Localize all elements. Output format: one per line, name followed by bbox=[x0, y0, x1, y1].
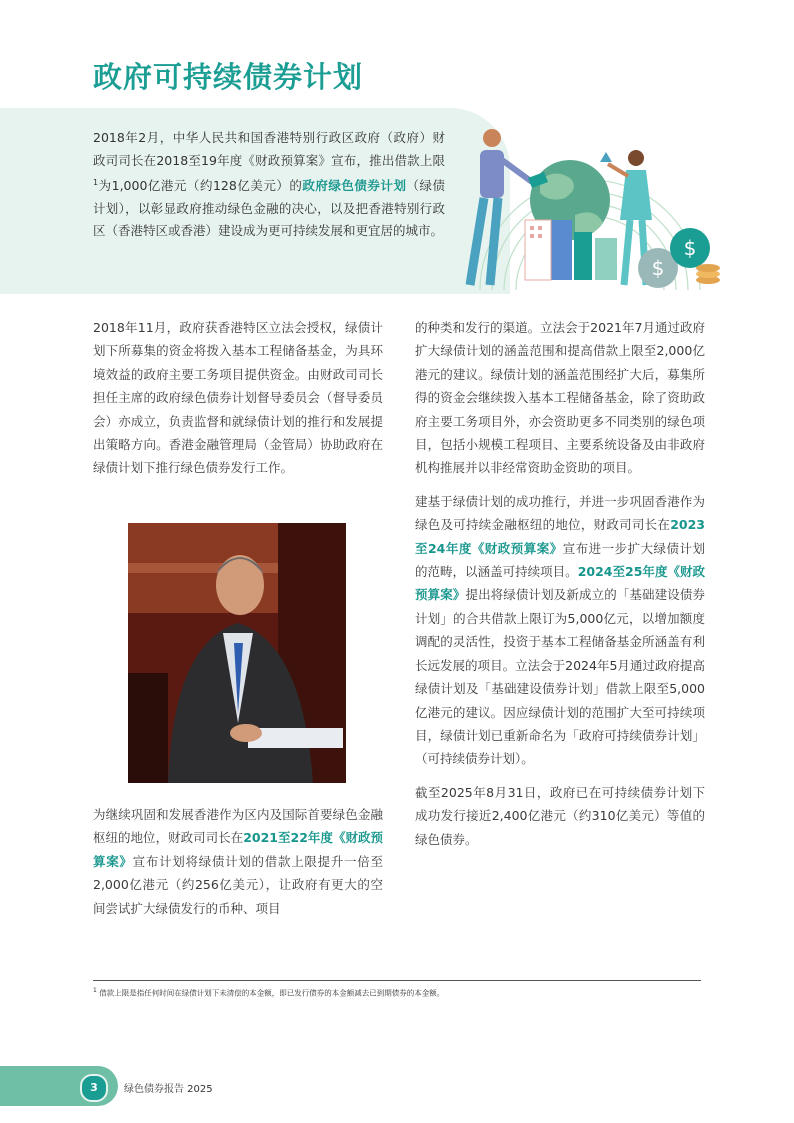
intro-paragraph: 2018年2月，中华人民共和国香港特别行政区政府（政府）财政司司长在2018至19年度《财政预算案》宣布，推出借款上限$^1$为1,000亿港元（约128亿美元）的政府绿色债券计划（绿债计划），以彰显政府推动绿色金融的决心，以及把香港特别行政区（香港特区或香港）建设成为更可持续发展和更宜居的城市。 bbox=[93, 130, 445, 239]
page-number: 3 bbox=[80, 1074, 108, 1102]
financial-secretary-photo bbox=[128, 523, 346, 783]
highlight-budget-2021: 2021至22年度《财政预算案》 bbox=[93, 830, 383, 869]
footnote-marker: 1 bbox=[93, 178, 99, 187]
right-paragraph-3: 截至2025年8月31日，政府已在可持续债券计划下成功发行接近2,400亿港元（约310亿美元）等值的绿色债券。 bbox=[415, 784, 705, 847]
highlight-green-bond: 政府绿色债券计划 bbox=[302, 178, 407, 194]
left-column-paragraph-2: 为继续巩固和发展香港作为区内及国际首要绿色金融枢纽的地位，财政司司长在2021至22年度《财政预算案》宣布计划将绿债计划的借款上限提升一倍至2,000亿港元（约256亿美元），让政府有更大的空间尝试扩大绿债发行的币种、项目 bbox=[93, 807, 383, 916]
page-title: 政府可持续债券计划 bbox=[93, 60, 364, 94]
green-finance-illustration bbox=[440, 120, 730, 298]
highlight-budget-2023: 2023至24年度《财政预算案》 bbox=[415, 517, 705, 556]
footnote-divider bbox=[93, 980, 701, 981]
footer-title: 绿色债券报告 2025 bbox=[124, 1084, 213, 1095]
svg-text:$: $ bbox=[683, 236, 697, 260]
person-left-icon bbox=[470, 129, 532, 285]
right-column bbox=[415, 316, 705, 851]
svg-text:$: $ bbox=[651, 256, 665, 280]
money-bag-icon bbox=[638, 228, 720, 288]
right-paragraph-2: 建基于绿债计划的成功推行，并进一步巩固香港作为绿色及可持续金融枢纽的地位，财政司司长在2023至24年度《财政预算案》宣布进一步扩大绿债计划的范畴，以涵盖可持续项目。2024至25年度《财政预算案》提出将绿债计划及新成立的「基础建设债券计划」的合共借款上限订为5,000亿元，以增加额度调配的灵活性，投资于基本工程储备基金所涵盖有利长远发展的项目。立法会于2024年5月通过政府提高绿债计划及「基础建设债券计划」借款上限至5,000亿港元的建议。因应绿债计划的范围扩大至可持续项目，绿债计划已重新命名为「政府可持续债券计划」（可持续债券计划）。 bbox=[415, 493, 705, 767]
left-column-paragraph-1: 2018年11月，政府获香港特区立法会授权，绿债计划下所募集的资金将拨入基本工程储备基金，为具环境效益的政府主要工务项目提供资金。由财政司司长担任主席的政府绿色债券计划督导委员会（督导委员会）亦成立，负责监督和就绿债计划的推行和发展提出策略方向。香港金融管理局（金管局）协助政府在绿债计划下推行绿色债券发行工作。 bbox=[93, 320, 383, 476]
right-paragraph-1: 的种类和发行的渠道。立法会于2021年7月通过政府扩大绿债计划的涵盖范围和提高借款上限至2,000亿港元的建议。绿债计划的涵盖范围经扩大后，募集所得的资金会继续拨入基本工程储备基金，除了资助政府主要工务项目外，亦会资助更多不同类别的绿色项目，包括小规模工程项目、主要系统设备及由非政府机构推展并以非经常资助金资助的项目。 bbox=[415, 320, 705, 476]
footnote: $^1$ 借款上限是指任何时间在绿债计划下未清偿的本金额，即已发行债券的本金额减去已到期债券的本金额。 bbox=[93, 987, 445, 998]
highlight-budget-2024: 2024至25年度《财政预算案》 bbox=[415, 564, 705, 603]
